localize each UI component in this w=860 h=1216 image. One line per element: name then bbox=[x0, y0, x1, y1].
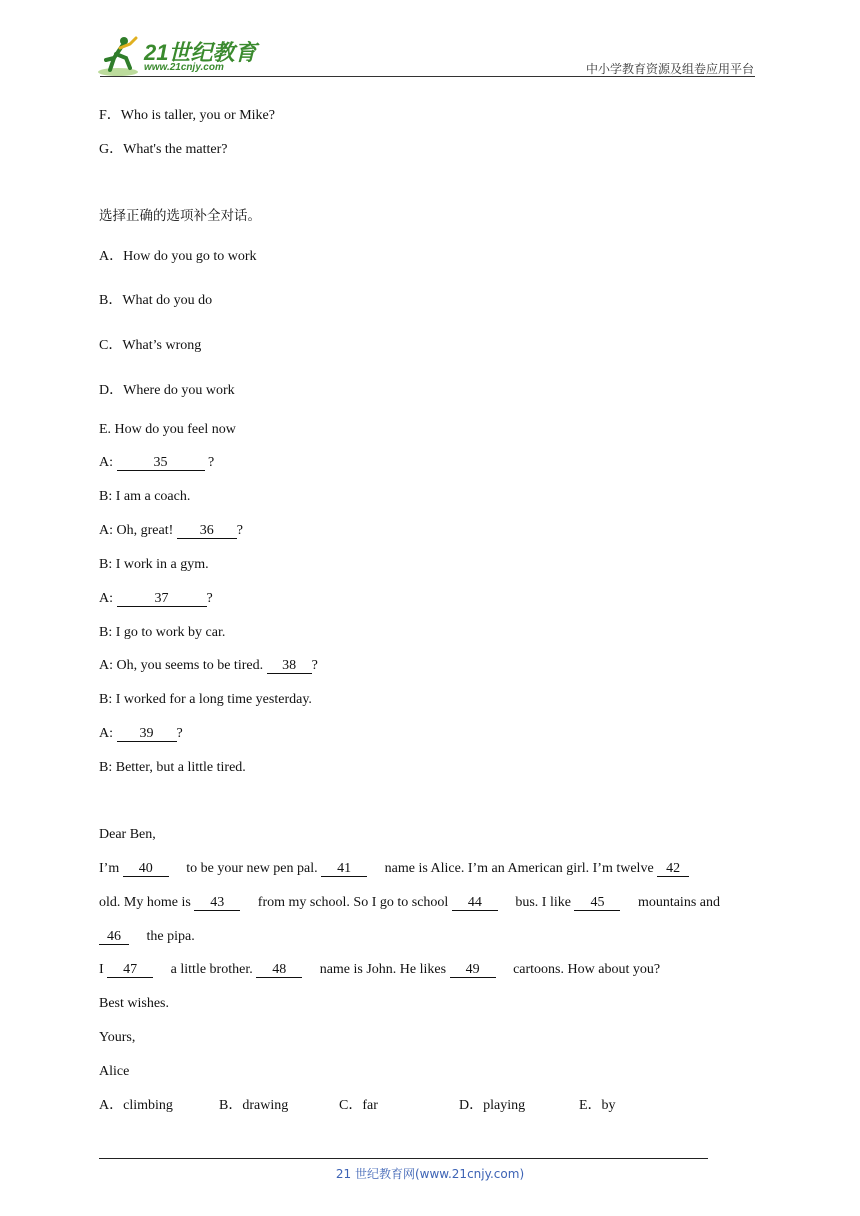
blank-35[interactable]: 35 bbox=[117, 455, 205, 471]
blank-47[interactable]: 47 bbox=[107, 962, 153, 978]
letter-option-e: E．by bbox=[579, 1098, 616, 1113]
dialogue-line: A: 37 ? bbox=[99, 591, 213, 606]
dialogue-line: B: I work in a gym. bbox=[99, 557, 209, 572]
dialogue-line: A: 39 ? bbox=[99, 726, 183, 741]
blank-48[interactable]: 48 bbox=[256, 962, 302, 978]
blank-44[interactable]: 44 bbox=[452, 895, 498, 911]
logo-text: 21世纪教育 bbox=[144, 40, 257, 65]
blank-46[interactable]: 46 bbox=[99, 929, 129, 945]
option-f: F．Who is taller, you or Mike? bbox=[99, 108, 275, 123]
blank-42[interactable]: 42 bbox=[657, 861, 689, 877]
platform-name: 中小学教育资源及组卷应用平台 bbox=[585, 62, 754, 76]
blank-40[interactable]: 40 bbox=[123, 861, 169, 877]
footer-divider bbox=[99, 1158, 708, 1159]
blank-39[interactable]: 39 bbox=[117, 726, 177, 742]
dialogue-line: B: I am a coach. bbox=[99, 489, 191, 504]
dialogue-option-e: E. How do you feel now bbox=[99, 422, 236, 437]
option-g: G．What's the matter? bbox=[99, 142, 228, 157]
blank-49[interactable]: 49 bbox=[450, 962, 496, 978]
dialogue-line: B: Better, but a little tired. bbox=[99, 760, 246, 775]
dialogue-line: A: Oh, you seems to be tired. 38 ? bbox=[99, 658, 318, 673]
letter-line: I’m 40 to be your new pen pal. 41 name is Alice. I’m an American girl. I’m twelve 42 bbox=[99, 860, 689, 878]
dialogue-option-b: B．What do you do bbox=[99, 293, 213, 308]
dialogue-option-c: C．What’s wrong bbox=[99, 338, 202, 353]
section-instruction: 选择正确的选项补全对话。 bbox=[99, 208, 261, 224]
letter-option-b: B．drawing bbox=[219, 1098, 289, 1113]
letter-option-c: C．far bbox=[339, 1098, 378, 1113]
dialogue-line: B: I worked for a long time yesterday. bbox=[99, 692, 312, 707]
blank-43[interactable]: 43 bbox=[194, 895, 240, 911]
blank-37[interactable]: 37 bbox=[117, 591, 207, 607]
letter-signature: Alice bbox=[99, 1064, 130, 1079]
logo-url: www.21cnjy.com bbox=[144, 62, 224, 73]
dialogue-line: A: Oh, great! 36 ? bbox=[99, 523, 243, 538]
footer-link[interactable]: 21 世纪教育网(www.21cnjy.com) bbox=[335, 1167, 525, 1181]
blank-36[interactable]: 36 bbox=[177, 523, 237, 539]
dialogue-line: B: I go to work by car. bbox=[99, 625, 226, 640]
page-header bbox=[0, 0, 860, 80]
letter-line: I 47 a little brother. 48 name is John. He likes 49 cartoons. How about you? bbox=[99, 962, 661, 977]
letter-closing: Best wishes. bbox=[99, 996, 169, 1011]
dialogue-line: A: 35 ? bbox=[99, 455, 215, 470]
letter-greeting: Dear Ben, bbox=[99, 827, 156, 842]
header-divider bbox=[100, 76, 755, 77]
blank-41[interactable]: 41 bbox=[321, 861, 367, 877]
letter-closing: Yours, bbox=[99, 1030, 136, 1045]
dialogue-option-a: A．How do you go to work bbox=[99, 249, 257, 264]
letter-line: old. My home is 43 from my school. So I go to school 44 bus. I like 45 mountains and bbox=[99, 895, 720, 910]
blank-45[interactable]: 45 bbox=[574, 895, 620, 911]
letter-option-a: A．climbing bbox=[99, 1098, 173, 1113]
blank-38[interactable]: 38 bbox=[267, 658, 312, 674]
letter-option-d: D．playing bbox=[459, 1098, 526, 1113]
letter-line: 46 the pipa. bbox=[99, 928, 195, 946]
dialogue-option-d: D．Where do you work bbox=[99, 383, 235, 398]
site-logo[interactable] bbox=[96, 34, 266, 78]
runner-logo-icon bbox=[96, 34, 144, 78]
